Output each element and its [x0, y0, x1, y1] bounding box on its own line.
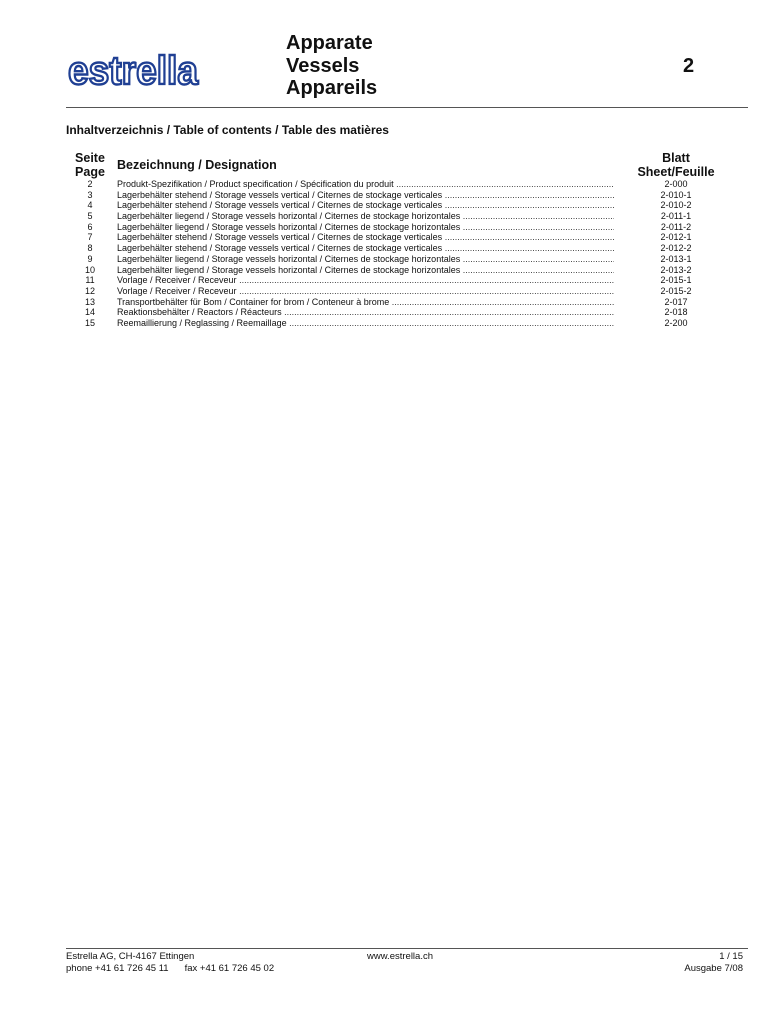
toc-designation: Produkt-Spezifikation / Product specification / Spécification du produit .....	[117, 179, 614, 190]
footer-contact	[66, 951, 274, 975]
toc-page-number: 8	[87, 243, 93, 254]
toc-page-number: 6	[87, 221, 93, 232]
toc-row[interactable]	[66, 286, 736, 297]
footer-page-info	[600, 951, 743, 975]
footer-website[interactable]: www.estrella.ch	[367, 951, 433, 962]
toc-designation: Transportbehälter für Bom / Container for brom / Conteneur à brome .....	[117, 297, 614, 308]
toc-designation: Lagerbehälter liegend / Storage vessels horizontal / Citernes de stockage horizontales .....	[117, 265, 614, 276]
toc-designation: Lagerbehälter stehend / Storage vessels vertical / Citernes de stockage verticales .....	[117, 190, 614, 201]
toc-row[interactable]	[66, 318, 736, 329]
toc-row[interactable]	[66, 275, 736, 286]
column-header-page-de: Seite	[75, 151, 105, 165]
toc-designation: Reemaillierung / Reglassing / Reemaillage .....	[117, 318, 614, 329]
column-header-sheet-en: Sheet/Feuille	[637, 165, 715, 179]
toc-page-number: 14	[84, 307, 95, 318]
footer-company: Estrella AG, CH-4167 Ettingen	[66, 951, 195, 962]
toc-page-number: 15	[84, 317, 95, 328]
toc-page-number: 4	[87, 200, 93, 211]
toc-sheet-number: 2-010-2	[660, 200, 692, 211]
toc-row[interactable]	[66, 307, 736, 318]
toc-page-number: 2	[87, 179, 93, 189]
footer-page-indicator: 1 / 15	[719, 951, 743, 962]
toc-page-number: 12	[84, 285, 95, 296]
chapter-number: 2	[683, 55, 695, 77]
title-french: Appareils	[286, 77, 378, 99]
toc-row[interactable]	[66, 232, 736, 243]
toc-row[interactable]	[66, 265, 736, 276]
toc-heading: Inhaltverzeichnis / Table of contents / Table des matières	[66, 123, 389, 137]
toc-row[interactable]	[66, 243, 736, 254]
toc-sheet-number: 2-011-2	[660, 221, 692, 232]
footer-divider	[66, 948, 748, 949]
column-header-page	[66, 151, 114, 179]
logo-text: estrella	[68, 49, 199, 92]
toc-designation: Lagerbehälter stehend / Storage vessels vertical / Citernes de stockage verticales .....	[117, 232, 614, 243]
toc-sheet-number: 2-000	[664, 179, 688, 189]
toc-sheet-number: 2-015-1	[660, 275, 692, 286]
footer-phone: phone +41 61 726 45 11	[66, 963, 169, 974]
toc-list	[66, 179, 736, 329]
toc-sheet-number: 2-013-2	[660, 264, 692, 275]
column-header-page-en: Page	[75, 165, 105, 179]
toc-row[interactable]	[66, 179, 736, 190]
toc-designation: Lagerbehälter stehend / Storage vessels vertical / Citernes de stockage verticales .....	[117, 243, 614, 254]
toc-row[interactable]	[66, 190, 736, 201]
footer-edition: Ausgabe 7/08	[684, 963, 743, 974]
toc-row[interactable]	[66, 297, 736, 308]
toc-sheet-number: 2-012-2	[660, 243, 692, 254]
toc-designation: Lagerbehälter liegend / Storage vessels horizontal / Citernes de stockage horizontales .....	[117, 211, 614, 222]
toc-sheet-number: 2-200	[664, 317, 688, 328]
toc-designation: Lagerbehälter liegend / Storage vessels horizontal / Citernes de stockage horizontales .....	[117, 222, 614, 233]
footer-fax: fax +41 61 726 45 02	[184, 963, 275, 974]
toc-page-number: 3	[87, 189, 93, 200]
header-titles	[286, 32, 377, 100]
toc-row[interactable]	[66, 254, 736, 265]
toc-page-number: 11	[85, 275, 95, 286]
column-header-designation: Bezeichnung / Designation	[117, 158, 277, 172]
toc-designation: Lagerbehälter liegend / Storage vessels horizontal / Citernes de stockage horizontales .....	[117, 254, 614, 265]
title-english: Vessels	[286, 54, 360, 77]
toc-page-number: 5	[87, 211, 93, 222]
toc-designation: Reaktionsbehälter / Reactors / Réacteurs .....	[117, 307, 614, 318]
column-header-sheet	[630, 151, 722, 179]
toc-sheet-number: 2-018	[664, 307, 688, 318]
toc-row[interactable]	[66, 222, 736, 233]
toc-page-number: 13	[84, 296, 95, 307]
toc-sheet-number: 2-015-2	[660, 285, 692, 296]
toc-sheet-number: 2-017	[664, 296, 688, 307]
column-header-sheet-de: Blatt	[662, 151, 690, 165]
toc-row[interactable]	[66, 200, 736, 211]
toc-page-number: 7	[87, 232, 93, 243]
toc-sheet-number: 2-011-1	[660, 211, 692, 222]
title-german: Apparate	[286, 32, 373, 54]
toc-page-number: 10	[84, 264, 95, 275]
toc-sheet-number: 2-012-1	[660, 232, 692, 243]
toc-sheet-number: 2-010-1	[660, 189, 692, 200]
toc-row[interactable]	[66, 211, 736, 222]
footer-phone-fax	[66, 963, 274, 975]
estrella-logo	[66, 40, 200, 92]
toc-designation: Vorlage / Receiver / Receveur .....	[117, 286, 614, 297]
toc-page-number: 9	[87, 253, 93, 264]
header-divider	[66, 107, 748, 108]
toc-sheet-number: 2-013-1	[660, 253, 692, 264]
toc-designation: Lagerbehälter stehend / Storage vessels vertical / Citernes de stockage verticales .....	[117, 200, 614, 211]
toc-designation: Vorlage / Receiver / Receveur .....	[117, 275, 614, 286]
